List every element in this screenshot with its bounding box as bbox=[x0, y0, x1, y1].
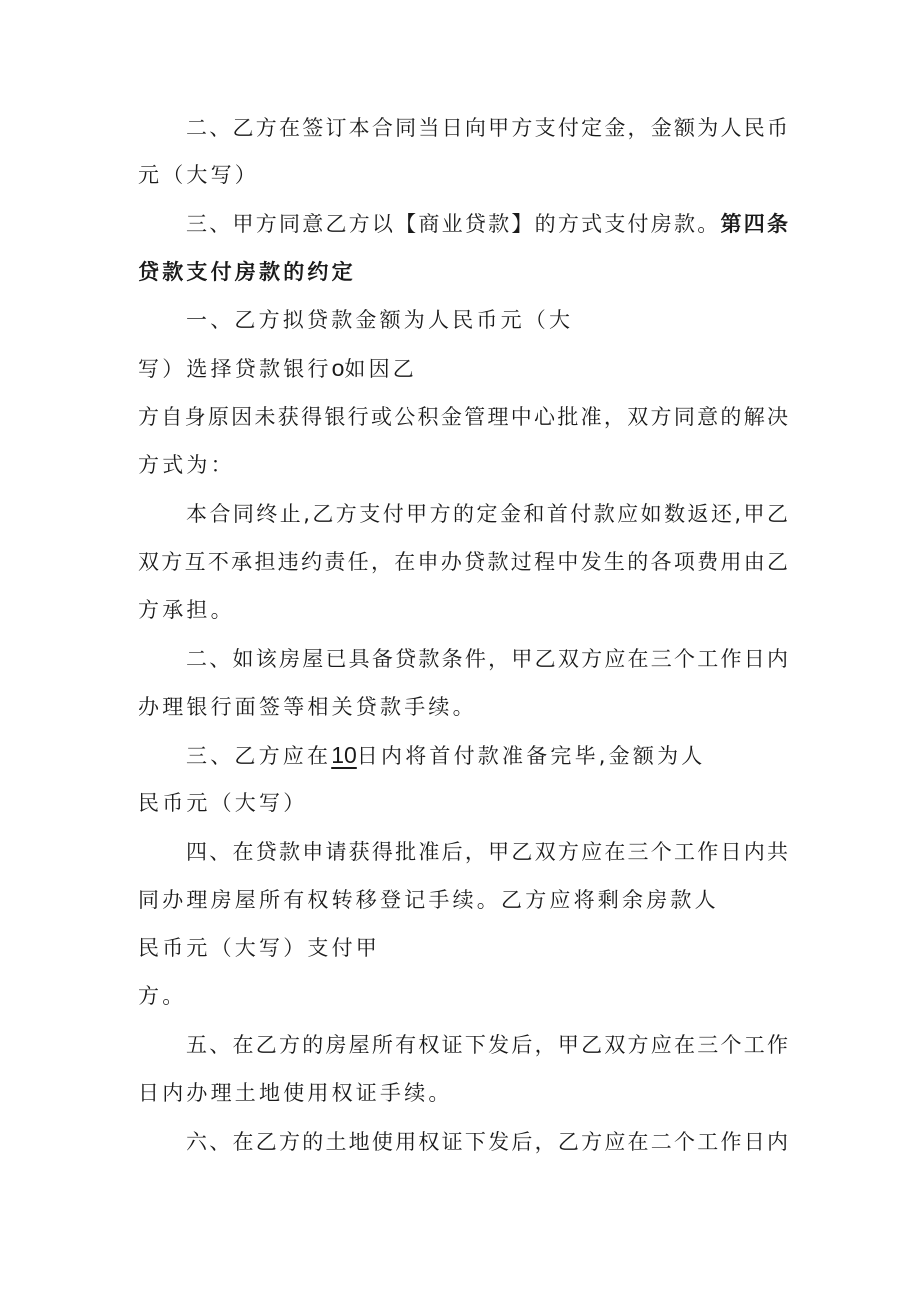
paragraph-line: 二、乙方在签订本合同当日向甲方支付定金，金额为人民币 bbox=[186, 116, 788, 140]
paragraph-text: 如因乙 bbox=[344, 357, 418, 381]
paragraph-line: 二、如该房屋已具备贷款条件，甲乙双方应在三个工作日内 bbox=[186, 647, 788, 671]
paragraph-line bbox=[138, 354, 788, 383]
paragraph-line bbox=[186, 741, 788, 770]
paragraph-line: 日内办理土地使用权证手续。 bbox=[138, 1081, 453, 1105]
paragraph-line: 民币元（大写） bbox=[138, 791, 308, 815]
article-title: 贷款支付房款的约定 bbox=[138, 260, 356, 284]
paragraph-line: 双方互不承担违约责任，在申办贷款过程中发生的各项费用由乙 bbox=[138, 550, 788, 574]
paragraph-line: 四、在贷款申请获得批准后，甲乙双方应在三个工作日内共 bbox=[186, 840, 788, 864]
paragraph-line: 方式为： bbox=[138, 453, 235, 477]
paragraph-text: o bbox=[331, 355, 345, 381]
paragraph-line: 民币元（大写）支付甲 bbox=[138, 936, 380, 960]
paragraph-line: 五、在乙方的房屋所有权证下发后，甲乙双方应在三个工作 bbox=[186, 1033, 788, 1057]
paragraph-line: 同办理房屋所有权转移登记手续。乙方应将剩余房款人 bbox=[138, 888, 719, 912]
paragraph-line: 本合同终止,乙方支付甲方的定金和首付款应如数返还,甲乙 bbox=[186, 502, 788, 526]
paragraph-text: 三、甲方同意乙方以【商业贷款】的方式支付房款。 bbox=[186, 212, 721, 236]
paragraph-line: 方自身原因未获得银行或公积金管理中心批准，双方同意的解决 bbox=[138, 405, 788, 429]
article-heading: 第四条 bbox=[720, 212, 789, 236]
paragraph-text: 日内将首付款准备完毕,金额为人 bbox=[356, 744, 706, 768]
paragraph-line: 办理银行面签等相关贷款手续。 bbox=[138, 695, 477, 719]
paragraph-line bbox=[186, 210, 788, 238]
paragraph-line: 元（大写） bbox=[138, 163, 259, 187]
paragraph-line: 方。 bbox=[138, 984, 187, 1008]
paragraph-line: 方承担。 bbox=[138, 598, 235, 622]
paragraph-text: 三、乙方应在 bbox=[186, 744, 332, 768]
paragraph-text: 写）选择贷款银行 bbox=[138, 357, 332, 381]
paragraph-line: 六、在乙方的土地使用权证下发后，乙方应在二个工作日内 bbox=[186, 1130, 788, 1154]
filled-value: 10 bbox=[331, 742, 357, 768]
paragraph-line: 一、乙方拟贷款金额为人民币元（大 bbox=[186, 308, 574, 332]
